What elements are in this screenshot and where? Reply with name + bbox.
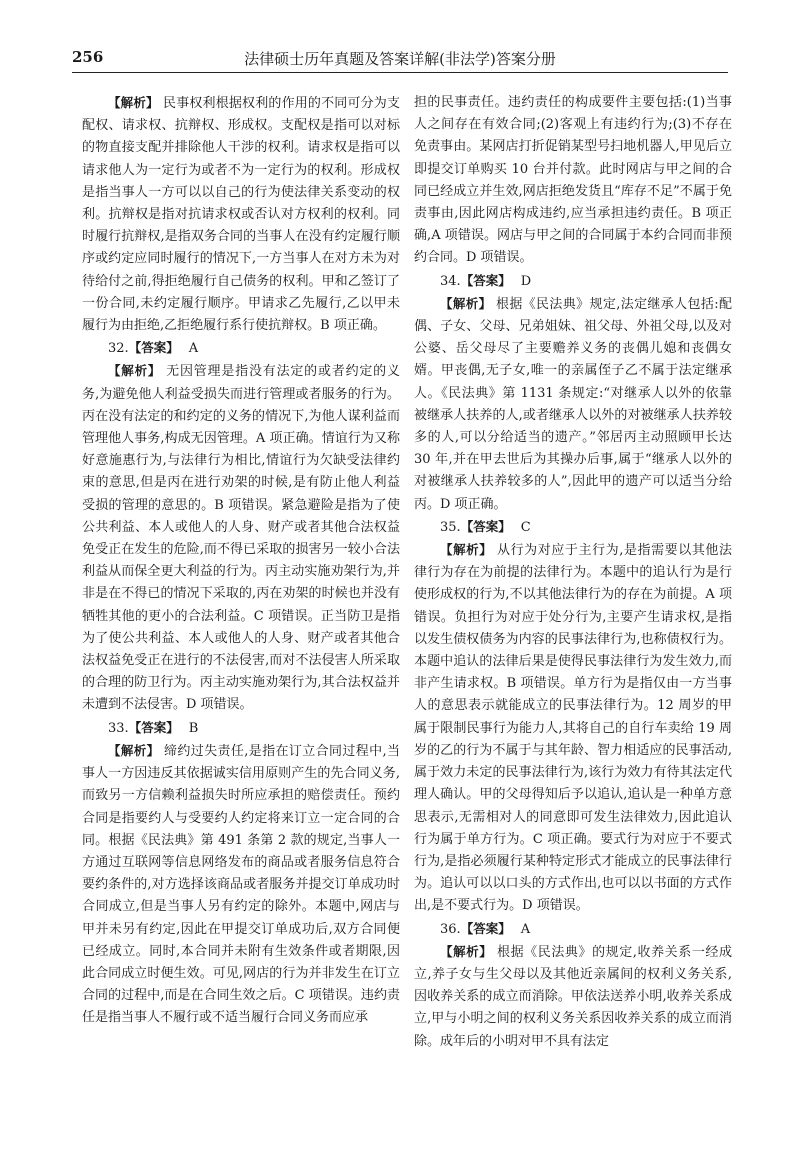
- left-column: [82, 92, 400, 1030]
- right-column: [414, 92, 732, 1053]
- explanation-text: 根据《民法典》规定,法定继承人包括:配偶、子女、父母、兄弟姐妹、祖父母、外祖父母,以及对公婆、岳父母尽了主要赡养义务的丧偶儿媳和丧偶女婿。甲丧偶,无子女,唯一的亲属侄子乙不属于法定继承人。《民法典》第 1131 条规定:“对继承人以外的依靠被继承人扶养的人,或者继承人以外的对被继承人扶养较多的人,可以分给适当的遗产。”邻居丙主动照顾甲长达 30 年,并在甲去世后为其操办后事,属于“继承人以外的对被继承人扶养较多的人”,因此甲的遗产可以适当分给丙。D 项正确。: [414, 296, 732, 512]
- explanation-text: 缔约过失责任,是指在订立合同过程中,当事人一方因违反其依据诚实信用原则产生的先合同义务,而致另一方信赖利益损失时所应承担的赔偿责任。预约合同是指要约人与受要约人约定将来订立一定合同的合同。根据《民法典》第 491 条第 2 款的规定,当事人一方通过互联网等信息网络发布的商品或者服务信息符合要约条件的,对方选择该商品或者服务并提交订单成功时合同成立,但是当事人另有约定的除外。本题中,网店与甲并未另有约定,因此在甲提交订单成功后,双方合同便已经成立。同时,本合同并未附有生效条件或者期限,因此合同成立时便生效。可见,网店的行为并非发生在订立合同的过程中,而是在合同生效之后。C 项错误。违约责任是指当事人不履行或不适当履行合同义务而应承: [82, 743, 400, 1026]
- explanation-text: 根据《民法典》的规定,收养关系一经成立,养子女与生父母以及其他近亲属间的权利义务关系,因收养关系的成立而消除。甲依法送养小明,收养关系成立,甲与小明之间的权利义务关系因收养关系的成立而消除。成年后的小明对甲不具有法定: [414, 944, 732, 1049]
- answer-label: 【答案】: [128, 340, 179, 356]
- explanation-32: [82, 360, 400, 716]
- header-rule: [72, 72, 728, 73]
- question-number: 36.: [440, 921, 461, 937]
- explanation-33: [82, 740, 400, 1030]
- page-number: 256: [72, 48, 104, 66]
- analysis-label: 【解析】: [440, 295, 492, 311]
- question-number: 34.: [440, 273, 461, 289]
- explanation-34: [414, 293, 732, 516]
- explanation-text: 民事权利根据权利的作用的不同可分为支配权、请求权、抗辩权、形成权。支配权是指可以对标的物直接支配并排除他人干涉的权利。请求权是指可以请求他人为一定行为或者不为一定行为的权利。形成权是指当事人一方可以以自己的行为使法律关系变动的权利。抗辩权是指对抗请求权或否认对方权利的权利。同时履行抗辩权,是指双务合同的当事人在没有约定履行顺序或约定应同时履行的情况下,一方当事人在对方未为对待给付之前,得拒绝履行自己债务的权利。甲和乙签订了一份合同,未约定履行顺序。甲请求乙先履行,乙以甲未履行为由拒绝,乙拒绝履行系行使抗辩权。B 项正确。: [82, 96, 400, 334]
- analysis-label: 【解析】: [440, 943, 493, 959]
- answer-value: A: [520, 921, 531, 937]
- answer-value: C: [520, 519, 531, 535]
- answer-35: [414, 516, 732, 539]
- answer-label: 【答案】: [128, 719, 179, 735]
- question-number: 35.: [440, 519, 461, 535]
- answer-value: B: [188, 720, 199, 736]
- explanation-33-continued: 担的民事责任。违约责任的构成要件主要包括:(1)当事人之间存在有效合同;(2)客观上有违约行为;(3)不存在免责事由。某网店打折促销某型号扫地机器人,甲见后立即提交订单购买 10 台并付款。此时网店与甲之间的合同已经成立并生效,网店拒绝发货且“库存不足”不属于免责事由,因此网店构成违约,应当承担违约责任。B 项正确,A 项错误。网店与甲之间的合同属于本约合同而非预约合同。D 项错误。: [414, 95, 732, 266]
- question-number: 33.: [108, 720, 129, 736]
- explanation-31: [82, 92, 400, 337]
- analysis-label: 【解析】: [108, 95, 159, 110]
- answer-value: D: [520, 273, 532, 289]
- analysis-label: 【解析】: [108, 363, 162, 379]
- answer-value: A: [188, 341, 199, 357]
- answer-34: [414, 270, 732, 293]
- question-number: 32.: [108, 341, 129, 357]
- analysis-label: 【解析】: [440, 542, 493, 558]
- answer-33: [82, 717, 400, 740]
- analysis-label: 【解析】: [108, 742, 160, 758]
- explanation-text: 从行为对应于主行为,是指需要以其他法律行为存在为前提的法律行为。本题中的追认行为是行使形成权的行为,不以其他法律行为的存在为前提。A 项错误。负担行为对应于处分行为,主要产生请求权,是指以发生债权债务为内容的民事法律行为,也称债权行为。本题中追认的法律后果是使得民事法律行为发生效力,而非产生请求权。B 项错误。单方行为是指仅由一方当事人的意思表示就能成立的民事法律行为。12 周岁的甲属于限制民事行为能力人,其将自己的自行车卖给 19 周岁的乙的行为不属于与其年龄、智力相适应的民事活动,属于效力未定的民事法律行为,该行为效力有待其法定代理人确认。甲的父母得知后予以追认,追认是一种单方意思表示,无需相对人的同意即可发生法律效力,因此追认行为属于单方行为。C 项正确。要式行为对应于不要式行为,是指必须履行某种特定形式才能成立的民事法律行为。追认可以以口头的方式作出,也可以以书面的方式作出,是不要式行为。D 项错误。: [414, 543, 732, 914]
- explanation-36: [414, 941, 732, 1053]
- answer-32: [82, 337, 400, 360]
- answer-label: 【答案】: [460, 920, 511, 936]
- running-title: 法律硕士历年真题及答案详解(非法学)答案分册: [244, 50, 556, 68]
- explanation-text: 无因管理是指没有法定的或者约定的义务,为避免他人利益受损失而进行管理或者服务的行为。丙在没有法定的和约定的义务的情况下,为他人谋利益而管理他人事务,构成无因管理。A 项正确。情谊行为又称好意施惠行为,与法律行为相比,情谊行为欠缺受法律约束的意思,但是丙在进行劝架的时候,是有防止他人利益受损的管理的意思的。B 项错误。紧急避险是指为了使公共利益、本人或他人的人身、财产或者其他合法权益免受正在发生的危险,而不得已采取的损害另一较小合法利益从而保全更大利益的行为。丙主动实施劝架行为,并非是在不得已的情况下采取的,丙在劝架的时候也并没有牺牲其他的更小的合法利益。C 项错误。正当防卫是指为了使公共利益、本人或他人的人身、财产或者其他合法权益免受正在进行的不法侵害,而对不法侵害人所采取的合理的防卫行为。丙主动实施劝架行为,其合法权益并未遭到不法侵害。D 项错误。: [82, 364, 400, 713]
- answer-label: 【答案】: [460, 518, 511, 534]
- answer-label: 【答案】: [460, 272, 511, 288]
- explanation-35: [414, 539, 732, 917]
- answer-36: [414, 918, 732, 941]
- page-header: [72, 44, 728, 74]
